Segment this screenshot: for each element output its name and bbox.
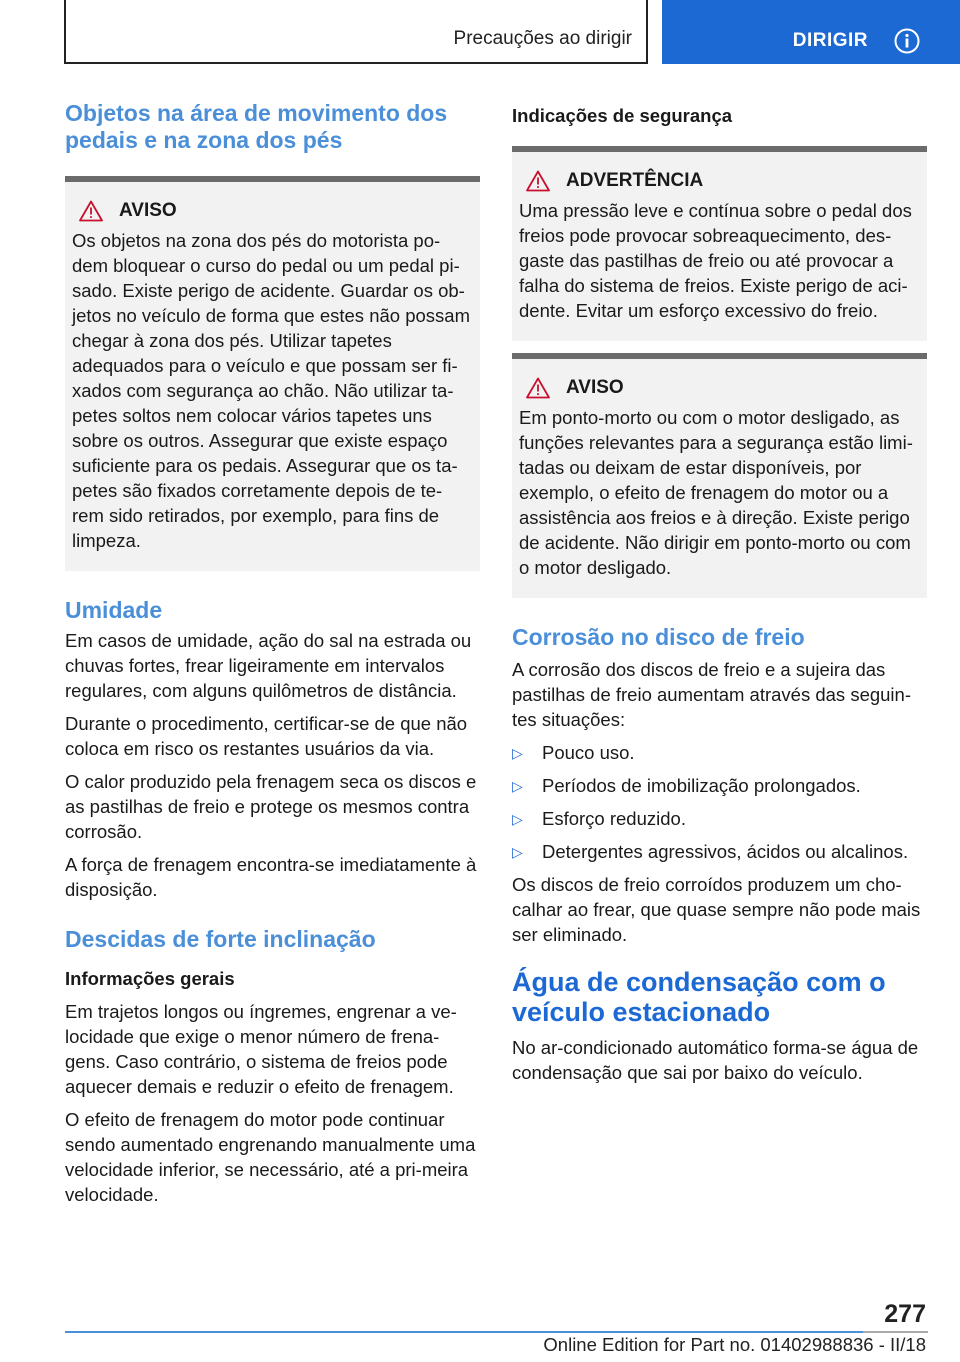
section-title-descents: Descidas de forte inclinação	[65, 926, 376, 952]
subsection-title-general-info: Informações gerais	[65, 968, 235, 989]
warning-triangle-icon	[526, 377, 550, 399]
section-title-humidity: Umidade	[65, 597, 163, 623]
bullet-list	[512, 740, 927, 865]
bullet-triangle-icon: ▷	[512, 811, 523, 827]
list-item: ▷ Detergentes agressivos, ácidos ou alcalinos.	[512, 839, 927, 865]
paragraph: Em casos de umidade, ação do sal na estrada ou chuvas fortes, frear ligeiramente em intervalos regulares, com alguns quilômetros de distância.	[65, 630, 472, 701]
list-item: ▷ Períodos de imobilização prolongados.	[512, 773, 927, 799]
list-item: ▷ Pouco uso.	[512, 740, 927, 766]
notice-title	[519, 170, 920, 192]
section-title-brake-corrosion: Corrosão no disco de freio	[512, 624, 805, 650]
notice-text: Em ponto-morto ou com o motor desligado, as funções relevantes para a segurança estão limi‐tadas ou deixam de estar disponíveis, por exemplo, o efeito de frenagem do motor ou a assistência aos freios e à direção. Existe perigo de acidente. Não dirigir em ponto-morto ou com o motor desligado.	[519, 407, 913, 578]
notice-title	[72, 200, 473, 222]
notice-title	[519, 377, 920, 399]
header-chapter-tab	[662, 0, 960, 64]
right-column	[512, 100, 927, 1093]
paragraph: No ar-condicionado automático forma-se água de condensação que sai por baixo do veículo.	[512, 1037, 919, 1083]
section-title-condensation: Água de condensação com o veículo estacionado	[512, 967, 886, 1027]
notice-text: Os objetos na zona dos pés do motorista po‐dem bloquear o curso do pedal ou um pedal pi‐sado. Existe perigo de acidente. Guardar os ob‐jetos no veículo de forma que estes não possam chegar à zona dos pés. Utilizar tapetes adequados para o veículo e que possam ser fi‐xados com segurança ao chão. Não utilizar ta‐petes soltos nem colocar vários tapetes uns sobre os outros. Assegurar que existe espaço suficiente para os pedais. Assegurar que os ta‐petes são fixados corretamente depois de te‐rem sido retirados, por exemplo, para fins de limpeza.	[72, 230, 470, 551]
paragraph: O efeito de frenagem do motor pode continuar sendo aumentado engrenando manualmente uma velocidade inferior, se necessário, até a pri‐meira velocidade.	[65, 1109, 476, 1205]
footer-divider	[65, 1331, 863, 1333]
header-section-box	[64, 0, 648, 64]
warning-triangle-icon	[526, 170, 550, 192]
footer-edition: Online Edition for Part no. 01402988836 - II/18	[543, 1334, 926, 1355]
footer-divider-end	[863, 1331, 928, 1333]
info-icon	[894, 28, 920, 54]
notice-box-advertencia	[512, 146, 927, 341]
paragraph: Durante o procedimento, certificar-se de que não coloca em risco os restantes usuários da via.	[65, 713, 468, 759]
notice-label: ADVERTÊNCIA	[566, 170, 704, 191]
paragraph: Em trajetos longos ou íngremes, engrenar a ve‐locidade que exige o menor número de frena‐gens. Caso contrário, o sistema de freios pode aquecer demais e reduzir o efeito de frenagem.	[65, 1001, 457, 1097]
subsection-title-safety: Indicações de segurança	[512, 105, 733, 126]
bullet-triangle-icon: ▷	[512, 745, 523, 761]
notice-label: AVISO	[566, 377, 624, 398]
paragraph: A corrosão dos discos de freio e a sujeira das pastilhas de freio aumentam através das seguin‐tes situações:	[512, 659, 911, 730]
paragraph: O calor produzido pela frenagem seca os discos e as pastilhas de freio e protege os mesmos contra corrosão.	[65, 771, 477, 842]
bullet-triangle-icon: ▷	[512, 844, 523, 860]
warning-triangle-icon	[79, 200, 103, 222]
header-chapter-label: DIRIGIR	[792, 30, 868, 51]
list-item: ▷ Esforço reduzido.	[512, 806, 927, 832]
notice-box-aviso	[65, 176, 480, 571]
left-column	[65, 100, 480, 1215]
bullet-triangle-icon: ▷	[512, 778, 523, 794]
paragraph: A força de frenagem encontra-se imediatamente à disposição.	[65, 854, 477, 900]
page-number: 277	[884, 1300, 926, 1328]
paragraph: Os discos de freio corroídos produzem um cho‐calhar ao frear, que quase sempre não pode mais ser eliminado.	[512, 874, 921, 945]
notice-text: Uma pressão leve e contínua sobre o pedal dos freios pode provocar sobreaquecimento, des‐gaste das pastilhas de freio ou até provocar a falha do sistema de freios. Existe perigo de aci‐dente. Evitar um esforço excessivo do freio.	[519, 200, 912, 321]
header-section-title: Precauções ao dirigir	[453, 28, 632, 49]
notice-box-aviso	[512, 353, 927, 598]
section-title-objects: Objetos na área de movimento dos pedais e na zona dos pés	[65, 100, 448, 153]
notice-label: AVISO	[119, 200, 177, 221]
